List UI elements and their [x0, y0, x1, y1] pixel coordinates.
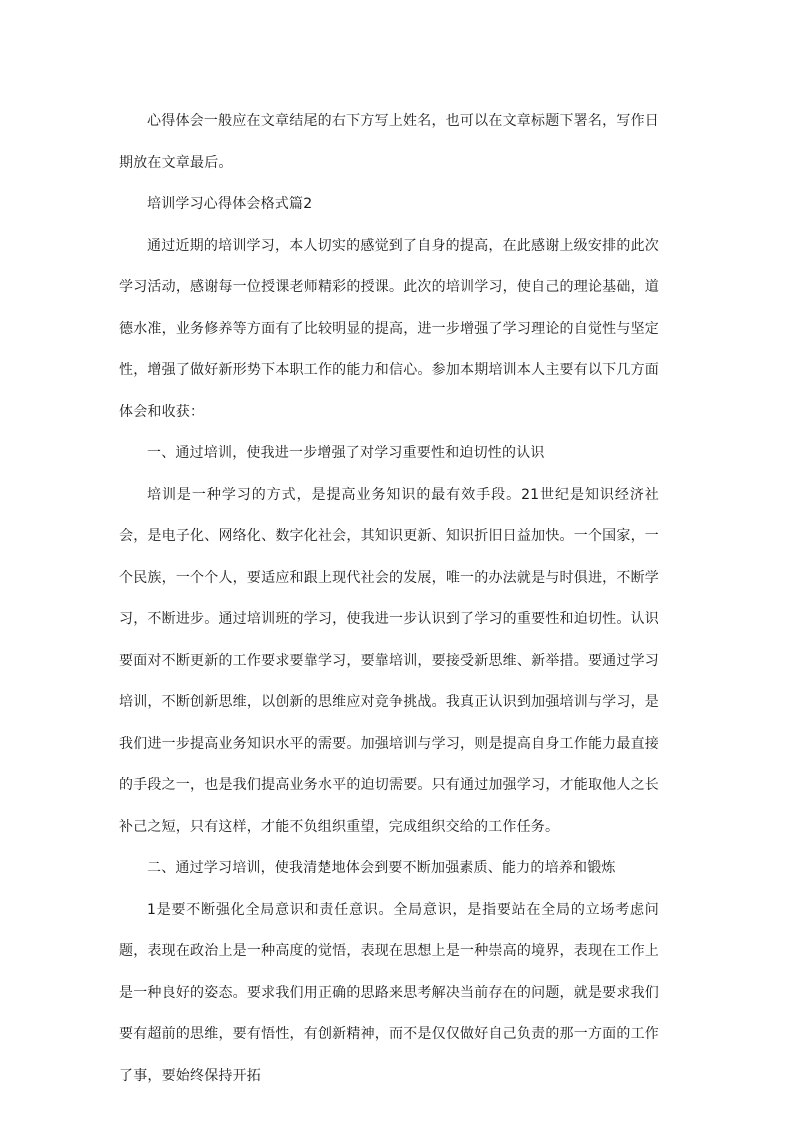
- heading-point-one: 一、通过培训，使我进一步增强了对学习重要性和迫切性的认识: [147, 445, 545, 461]
- paragraph-intro: 通过近期的培训学习，本人切实的感觉到了自身的提高，在此感谢上级安排的此次学习活动，感谢每一位授课老师精彩的授课。此次的培训学习，使自己的理论基础，道德水准，业务修养等方面有了比较明显的提高，进一步增强了学习理论的自觉性与坚定性，增强了做好新形势下本职工作的能力和信心。参加本期培训本人主要有以下几方面体会和收获：: [119, 237, 659, 420]
- paragraph-signature-note: 心得体会一般应在文章结尾的右下方写上姓名，也可以在文章标题下署名，写作日期放在文章最后。: [119, 113, 659, 171]
- section-title-part-2: 培训学习心得体会格式篇2: [147, 196, 313, 212]
- paragraph-point-two: 1是要不断强化全局意识和责任意识。全局意识，是指要站在全局的立场考虑问题，表现在政治上是一种高度的觉悟，表现在思想上是一种崇高的境界，表现在工作上是一种良好的姿态。要求我们用正确的思路来思考解决当前存在的问题，就是要求我们要有超前的思维，要有悟性，有创新精神，而不是仅仅做好自己负责的那一方面的工作了事，要始终保持开拓: [119, 901, 659, 1084]
- document-body: [119, 101, 659, 1097]
- paragraph-point-one: 培训是一种学习的方式，是提高业务知识的最有效手段。21世纪是知识经济社会，是电子化、网络化、数字化社会，其知识更新、知识折旧日益加快。一个国家，一个民族，一个个人，要适应和跟上现代社会的发展，唯一的办法就是与时俱进，不断学习，不断进步。通过培训班的学习，使我进一步认识到了学习的重要性和迫切性。认识要面对不断更新的工作要求要靠学习，要靠培训，要接受新思维、新举措。要通过学习培训，不断创新思维，以创新的思维应对竞争挑战。我真正认识到加强培训与学习，是我们进一步提高业务知识水平的需要。加强培训与学习，则是提高自身工作能力最直接的手段之一，也是我们提高业务水平的迫切需要。只有通过加强学习，才能取他人之长补己之短，只有这样，才能不负组织重望，完成组织交给的工作任务。: [119, 486, 659, 835]
- heading-point-two: 二、通过学习培训，使我清楚地体会到要不断加强素质、能力的培养和锻炼: [147, 860, 616, 876]
